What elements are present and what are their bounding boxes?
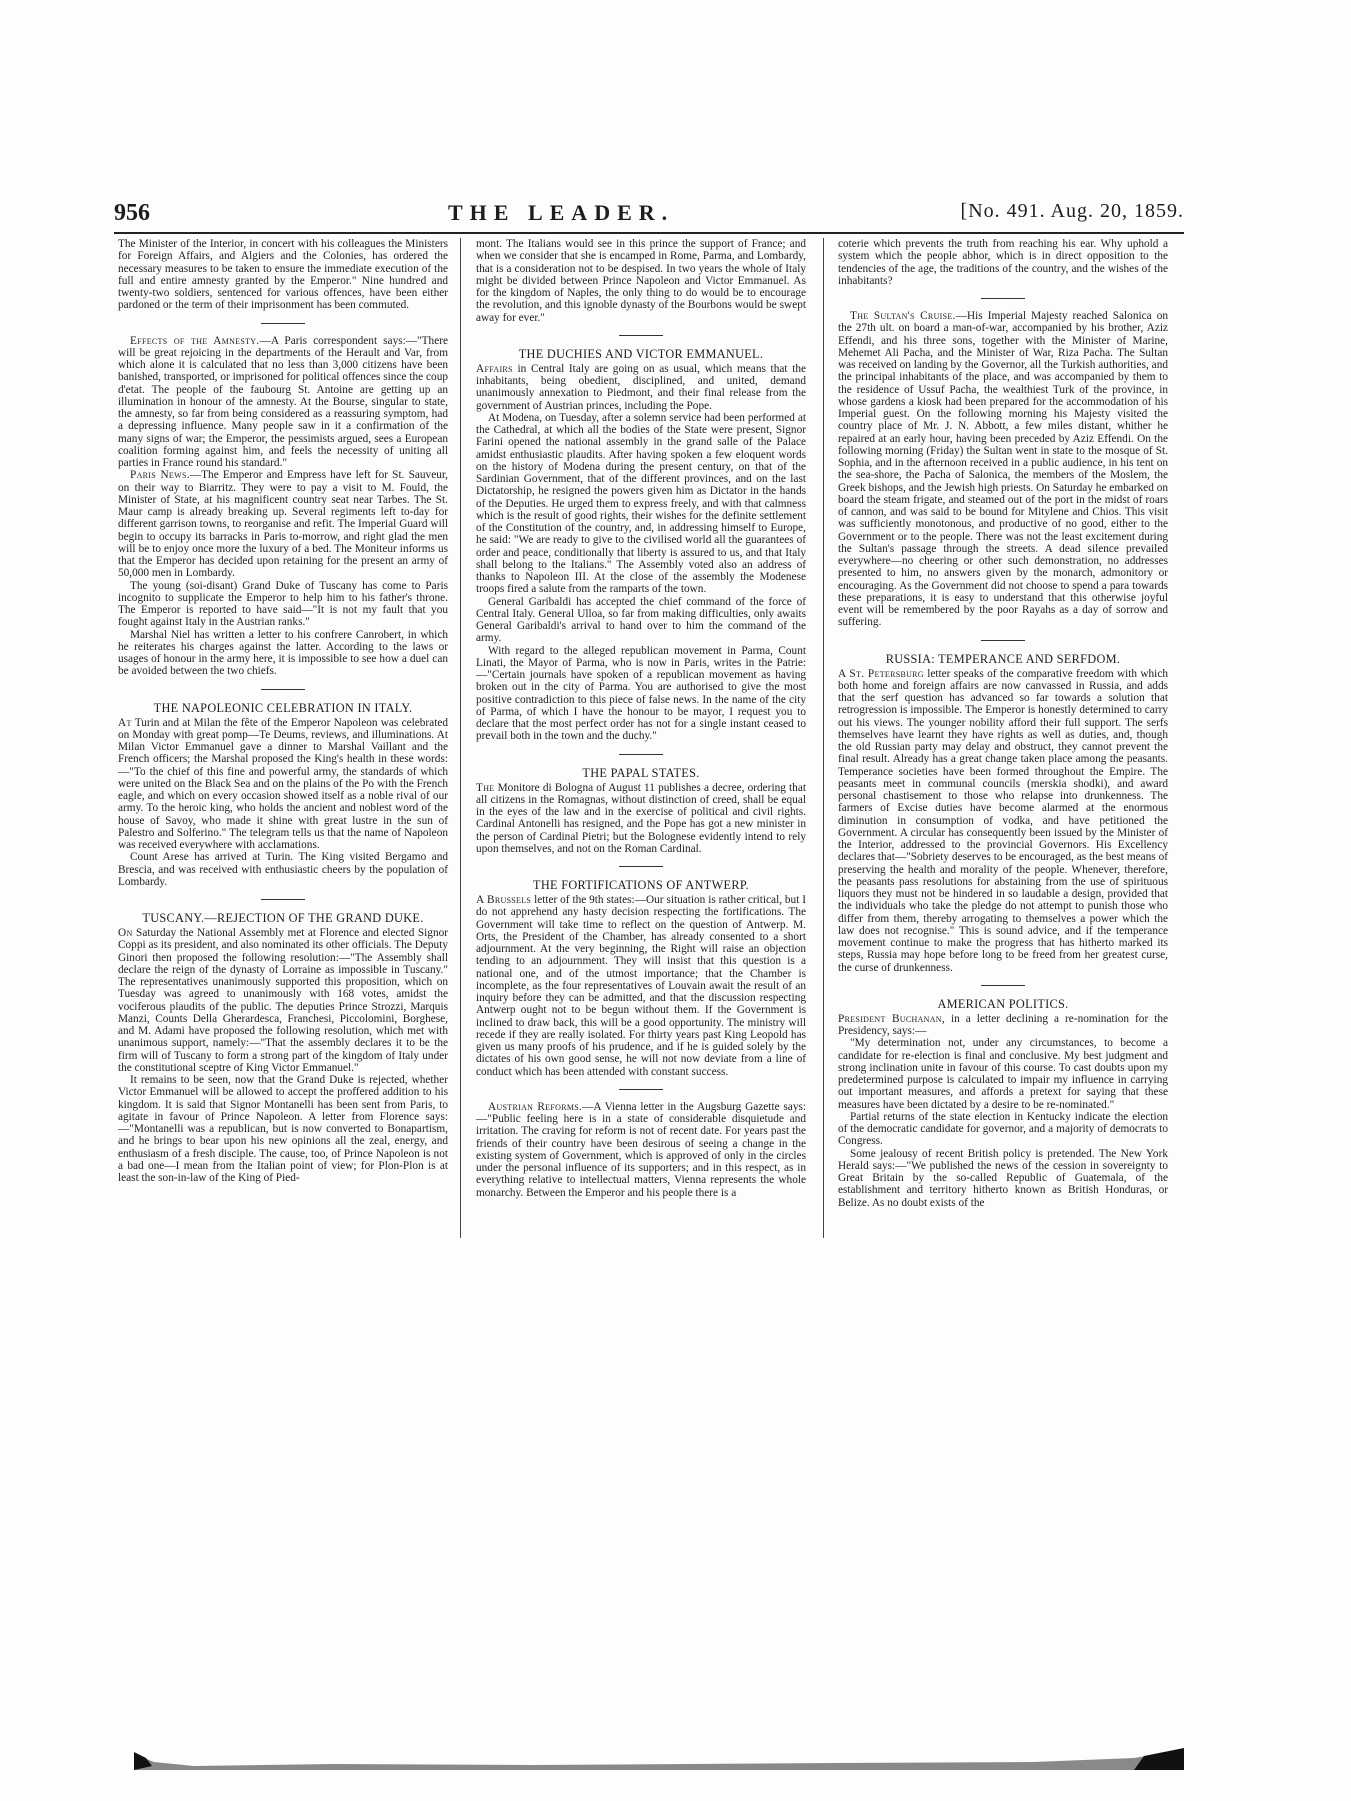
header-rule	[114, 232, 1184, 234]
article-paragraph: Count Arese has arrived at Turin. The King visited Bergamo and Brescia, and was received with enthusiastic cheers by the population of Lombardy.	[118, 851, 448, 888]
column-3	[838, 238, 1168, 1209]
article-paragraph: The Sultan's Cruise.—His Imperial Majesty reached Salonica on the 27th ult. on board a man-of-war, accompanied by his brother, Aziz Effendi, and his three sons, together with the Minister of Marine, Mehemet Ali Pacha, and the Minister of War, Riza Pacha. The Sultan was received on landing by the Governor, all the Turkish authorities, and the principal inhabitants of the place, and was accompanied by them to the residence of Ussuf Pacha, the wealthiest Turk of the province, in whose gardens a kiosk had been prepared for the accommodation of his Imperial guest. On the following morning his Majesty visited the country place of Mr. J. N. Abbott, a few miles distant, whither he repaired at an early hour, having been preceded by Aziz Effendi. On the following morning (Friday) the Sultan went in state to the mosque of St. Sophia, and in the afternoon received in a public audience, in his tent on the sea-shore, the Pacha of Salonica, the members of the Moslem, the Greek bishops, and the Jewish high priests. On Saturday he embarked on board the steam frigate, and steamed out of the port in the midst of roars of cannon, and was said to be bound for Mitylene and Chios. This visit was sufficiently monotonous, and productive of no good, either to the Government or to the people. There was not the least excitement during the Sultan's passage through the streets. A dead silence prevailed everywhere—no cheering or other such demonstration, no addresses presented to him, no answers given by the monarch, admonitory or encouraging. As the Government did not choose to spend a para towards these preparations, it is easy to understand that this otherwise joyful event will be remembered by the poor Rayahs as a day of sorrow and suffering.	[838, 310, 1168, 629]
article-paragraph: Paris News.—The Emperor and Empress have left for St. Sauveur, on their way to Biarritz. They were to pay a visit to M. Fould, the Minister of State, at his magnificent country seat near Tarbes. The St. Maur camp is already breaking up. Several regiments left to-day for different garrison towns, to reorganise and refit. The Imperial Guard will begin to occupy its barracks in Paris to-morrow, and right glad the men will be to enjoy once more the luxury of a bed. The Moniteur informs us that the Emperor has decided upon retaining for the present an army of 50,000 men in Lombardy.	[118, 469, 448, 580]
article-paragraph: Partial returns of the state election in Kentucky indicate the election of the democratic candidate for governor, and a majority of democrats to Congress.	[838, 1110, 1168, 1148]
paragraph-lead: President Buchanan,	[838, 1012, 946, 1025]
paragraph-lead: A Brussels	[476, 894, 532, 906]
article-paragraph: With regard to the alleged republican movement in Parma, Count Linati, the Mayor of Parma, who is now in Paris, writes in the Patrie:—"Certain journals have spoken of a republican movement as having broken out in the city of Parma. You are authorised to give the most positive contradiction to this piece of false news. In the name of the city of Parma, of which I have the honour to be mayor, I request you to declare that the most perfect order has not for a single instant ceased to prevail both in the town and the duchy."	[476, 644, 806, 743]
article-separator	[981, 985, 1025, 986]
article-separator	[981, 640, 1025, 641]
article-separator	[261, 323, 305, 324]
article-separator	[619, 754, 663, 755]
article-paragraph: Austrian Reforms.—A Vienna letter in the Augsburg Gazette says:—"Public feeling here is in a state of considerable disquietude and irritation. The craving for reform is not of recent date. For years past the friends of their country have been desirous of seeing a change in the existing system of Government, which is approved of only in the circles under the personal influence of its supporters; and in this respect, as in everything relative to intellectual matters, Vienna represents the whole monarchy. Between the Emperor and his people there is a	[476, 1100, 807, 1199]
article-paragraph: The young (soi-disant) Grand Duke of Tuscany has come to Paris incognito to supplicate the Emperor to help him to his father's throne. The Emperor is reported to have said—"It is not my fault that you fought against Italy in the Austrian ranks."	[118, 579, 448, 629]
article-paragraph: On Saturday the National Assembly met at Florence and elected Signor Coppi as its president, and also nominated its other officials. The Deputy Ginori then proposed the following resolution:—"The Assembly shall declare the reign of the dynasty of Lorraine as impossible in Tuscany." The representatives unanimously supported this proposition, which on Tuesday was agreed to unanimously with 168 votes, amidst the vociferous plaudits of the public. The deputies Prince Strozzi, Marquis Manzi, Counts Della Gherardesca, Franchesi, Piccolomini, Borghese, and M. Adami have proposed the following resolution, which met with unanimous support, namely:—"That the assembly declares it to be the firm will of Tuscany to form a strong part of the kingdom of Italy under the constitutional sceptre of King Victor Emmanuel."	[118, 927, 448, 1074]
article-separator	[619, 1089, 663, 1090]
masthead	[114, 200, 1184, 230]
article-paragraph: A Brussels letter of the 9th states:—Our situation is rather critical, but I do not apprehend any hasty decision respecting the fortifications. The Government will take time to reflect on the question of Antwerp. M. Orts, the President of the Chamber, has already consented to a short adjournment. At the very beginning, the Right will raise an objection tending to an adjournment. They will insist that this question is a national one, and of the utmost importance; that the Chamber is incomplete, as the four representatives of Louvain await the result of an inquiry before they can be admitted, and that the discussion respecting Antwerp ought not to be begun without them. If the Government is inclined to draw back, this will be a good opportunity. The ministry will recede if they are really isolated. For thirty years past King Leopold has given us many proofs of his prudence, and if he is guided solely by the dictates of his own good sense, he will not now deviate from a line of conduct which has been attended with constant success.	[476, 894, 806, 1078]
article-paragraph: mont. The Italians would see in this prince the support of France; and when we consider that she is encamped in Rome, Parma, and Lombardy, that is a consideration not to be despised. In two years the whole of Italy might be divided between Prince Napoleon and Victor Emmanuel. As for the kingdom of Naples, the only thing to do would be to encourage the revolution, and this ignoble dynasty of the Bourbons would be swept away for ever."	[476, 238, 806, 324]
article-paragraph: President Buchanan, in a letter declining a re-nomination for the Presidency, says:—	[838, 1012, 1169, 1037]
paragraph-lead: The	[476, 781, 495, 794]
article-paragraph: It remains to be seen, now that the Grand Duke is rejected, whether Victor Emmanuel will be allowed to accept the proffered addition to his kingdom. It is said that Signor Montanelli has been sent from Paris, to agitate in favour of Prince Napoleon. A letter from Florence says:—"Montanelli was a republican, but is now converted to Bonapartism, and he brings to bear upon his new opinions all the zeal, energy, and enthusiasm of a fresh disciple. The cause, too, of Prince Napoleon is not a bad one—I mean from the Italian point of view; for Plon-Plon is at least the son-in-law of the King of Pied-	[118, 1074, 448, 1184]
article-paragraph: Marshal Niel has written a letter to his confrere Canrobert, in which he reiterates his charges against the latter. According to the laws or usages of honour in the army here, it is impossible to see how a duel can be avoided between the two chiefs.	[118, 628, 448, 678]
article-paragraph: The Minister of the Interior, in concert with his colleagues the Ministers for Foreign Affairs, and Algiers and the Colonies, has ordered the necessary measures to be taken to ensure the immediate execution of the full and entire amnesty granted by the Emperor." Nine hundred and twenty-two soldiers, sentenced for various offences, have been either pardoned or the term of their imprisonment has been commuted.	[118, 238, 448, 312]
paragraph-lead: A St. Petersburg	[838, 667, 924, 680]
article-paragraph: General Garibaldi has accepted the chief command of the force of Central Italy. General Ulloa, so far from making difficulties, only awaits General Garibaldi's arrival to hand over to him the command of the army.	[476, 595, 806, 645]
article-paragraph: At Turin and at Milan the fête of the Emperor Napoleon was celebrated on Monday with great pomp—Te Deums, reviews, and illuminations. At Milan Victor Emmanuel gave a dinner to Marshal Vaillant and the French officers; the Marshal proposed the King's health in these words:—"To the chief of this fine and powerful army, the standards of which were united on the Black Sea and on the plains of the Po with the French eagle, and which on every occasion showed itself as a noble rival of our army. To the heroic king, who holds the ancient and noblest word of the house of Savoy, who made it shine with great lustre in the sun of Palestro and Solferino." The telegram tells us that the name of Napoleon was received everywhere with acclamations.	[118, 716, 448, 851]
paragraph-lead: Austrian Reforms.	[488, 1100, 583, 1113]
article-heading: TUSCANY.—REJECTION OF THE GRAND DUKE.	[142, 911, 424, 925]
column-divider	[823, 238, 824, 1238]
paragraph-lead: The Sultan's Cruise.	[850, 310, 956, 322]
issue-date: [No. 491. Aug. 20, 1859.	[960, 200, 1184, 222]
article-heading: RUSSIA: TEMPERANCE AND SERFDOM.	[885, 651, 1121, 666]
column-divider	[460, 238, 461, 1238]
column-2	[476, 238, 806, 1199]
article-paragraph: A St. Petersburg letter speaks of the comparative freedom with which both home and foreign affairs are now canvassed in Russia, and adds that the serf question has advanced so far towards a solution that retrogression is impossible. The Emperor is honestly determined to carry out his views. The younger nobility afford their full support. The serfs themselves have learnt they have rights as well as duties, and, though the old Russian party may delay and obstruct, they cannot prevent the final result. Already has a great change taken place among the peasants. Temperance societies have been formed throughout the Empire. The peasants meet in communal councils (merskia shodki), and award personal chastisement to those who relapse into drunkenness. The farmers of Excise duties have become alarmed at the enormous diminution in consumption of vodka, and have petitioned the Government. A circular has consequently been issued by the Minister of the Interior, addressed to the provincial Governors. His Excellency declares that—"Sobriety deserves to be encouraged, as the best means of preserving the health and morality of the people. Whenever, therefore, the peasants pass resolutions for abstaining from the use of spirituous liquors they must not be hindered in so laudable a design, provided that the individuals who take the pledge do not attempt to punish those who differ from them, thereby arrogating to themselves a power which the law does not recognise." This is sound advice, and if the temperance movement continue to make the progress that has hitherto marked its steps, Russia may hope before long to be freed from her greatest curse, the curse of drunkenness.	[838, 667, 1168, 974]
article-separator	[619, 866, 663, 867]
page-number: 956	[114, 200, 150, 226]
paragraph-lead: On	[118, 927, 133, 939]
article-separator	[619, 335, 663, 336]
article-separator	[261, 899, 305, 900]
article-heading: THE PAPAL STATES.	[582, 765, 700, 780]
article-separator	[261, 689, 305, 690]
article-separator	[981, 298, 1025, 299]
paragraph-lead: Paris News.	[130, 469, 190, 482]
article-paragraph: Effects of the Amnesty.—A Paris correspondent says:—"There will be great rejoicing in the departments of the Herault and Var, from which alone it is calculated that no less than 3,000 citizens have been banished, transported, or imprisoned for political offences since the coup d'etat. The people of the faubourg St. Antoine are getting up an illumination in honour of the amnesty. At the Bourse, singular to state, the amnesty, so far from being considered as a reassuring symptom, had a depressing influence. Many people saw in it a confirmation of the many signs of war; the Emperor, the pessimists argued, sees a European coalition forming against him, and feels the necessity of uniting all parties in France round his standard."	[118, 334, 448, 469]
article-heading: THE NAPOLEONIC CELEBRATION IN ITALY.	[153, 700, 413, 715]
article-paragraph: At Modena, on Tuesday, after a solemn service had been performed at the Cathedral, at which all the bodies of the State were present, Signor Farini opened the national assembly in the grand salle of the Palace amidst enthusiastic plaudits. After having spoken a few eloquent words on the history of Modena during the present century, on that of the Sardinian Government, that of the different provinces, and on the last Dictatorship, he resigned the powers given him as Dictator in the hands of the Deputies. He urged them to express freely, and with that calmness which is the result of good rights, their wishes for the definite settlement of the Constitution of the country, and, in addressing himself to Europe, he said: "We are ready to give to the civilised world all the guarantees of order and peace, conditionally that liberty is assured to us, and that Italy shall belong to the Italians." The Assembly voted also an address of thanks to Napoleon III. At the close of the assembly the Modenese troops fired a salute from the ramparts of the town.	[476, 411, 806, 596]
column-1	[118, 238, 448, 1184]
article-heading: THE FORTIFICATIONS OF ANTWERP.	[533, 878, 749, 892]
article-paragraph: The Monitore di Bologna of August 11 publishes a decree, ordering that all citizens in the Romagnas, without distinction of creed, shall be equal in the eyes of the law and in the exercise of political and civil rights. Cardinal Antonelli has resigned, and the Pope has got a new minister in the person of Cardinal Pietri; but the Bolognese evidently intend to rely upon themselves, and not on the Roman Cardinal.	[476, 781, 806, 855]
article-paragraph: Some jealousy of recent British policy is pretended. The New York Herald says:—"We published the news of the cession in sovereignty to Great Britain by the so-called Republic of Guatemala, of the establishment and territory hitherto known as British Honduras, or Belize. As no doubt exists of the	[838, 1147, 1168, 1209]
article-paragraph: coterie which prevents the truth from reaching his ear. Why uphold a system which the people abhor, which is in direct opposition to the tendencies of the age, the traditions of the country, and the wishes of the inhabitants?	[838, 238, 1168, 287]
paragraph-lead: At	[118, 716, 132, 729]
paragraph-lead: Effects of the Amnesty.	[130, 334, 260, 347]
article-heading: AMERICAN POLITICS.	[937, 996, 1069, 1011]
article-heading: THE DUCHIES AND VICTOR EMMANUEL.	[518, 346, 764, 361]
paragraph-lead: Affairs	[476, 362, 513, 375]
scan-artifact	[134, 1748, 1184, 1770]
publication-title: THE LEADER.	[448, 200, 675, 225]
article-paragraph: "My determination not, under any circumstances, to become a candidate for re-election is final and conclusive. My best judgment and strong inclination unite in favour of this course. To cast doubts upon my predetermined purpose is calculated to impair my influence in carrying out important measures, and affords a pretext for saying that these measures have been dictated by a desire to be re-nominated."	[838, 1037, 1168, 1111]
article-paragraph: Affairs in Central Italy are going on as usual, which means that the inhabitants, being obedient, disciplined, and united, demand unanimously annexation to Piedmont, and their final release from the government of Austrian princes, including the Pope.	[476, 362, 806, 412]
